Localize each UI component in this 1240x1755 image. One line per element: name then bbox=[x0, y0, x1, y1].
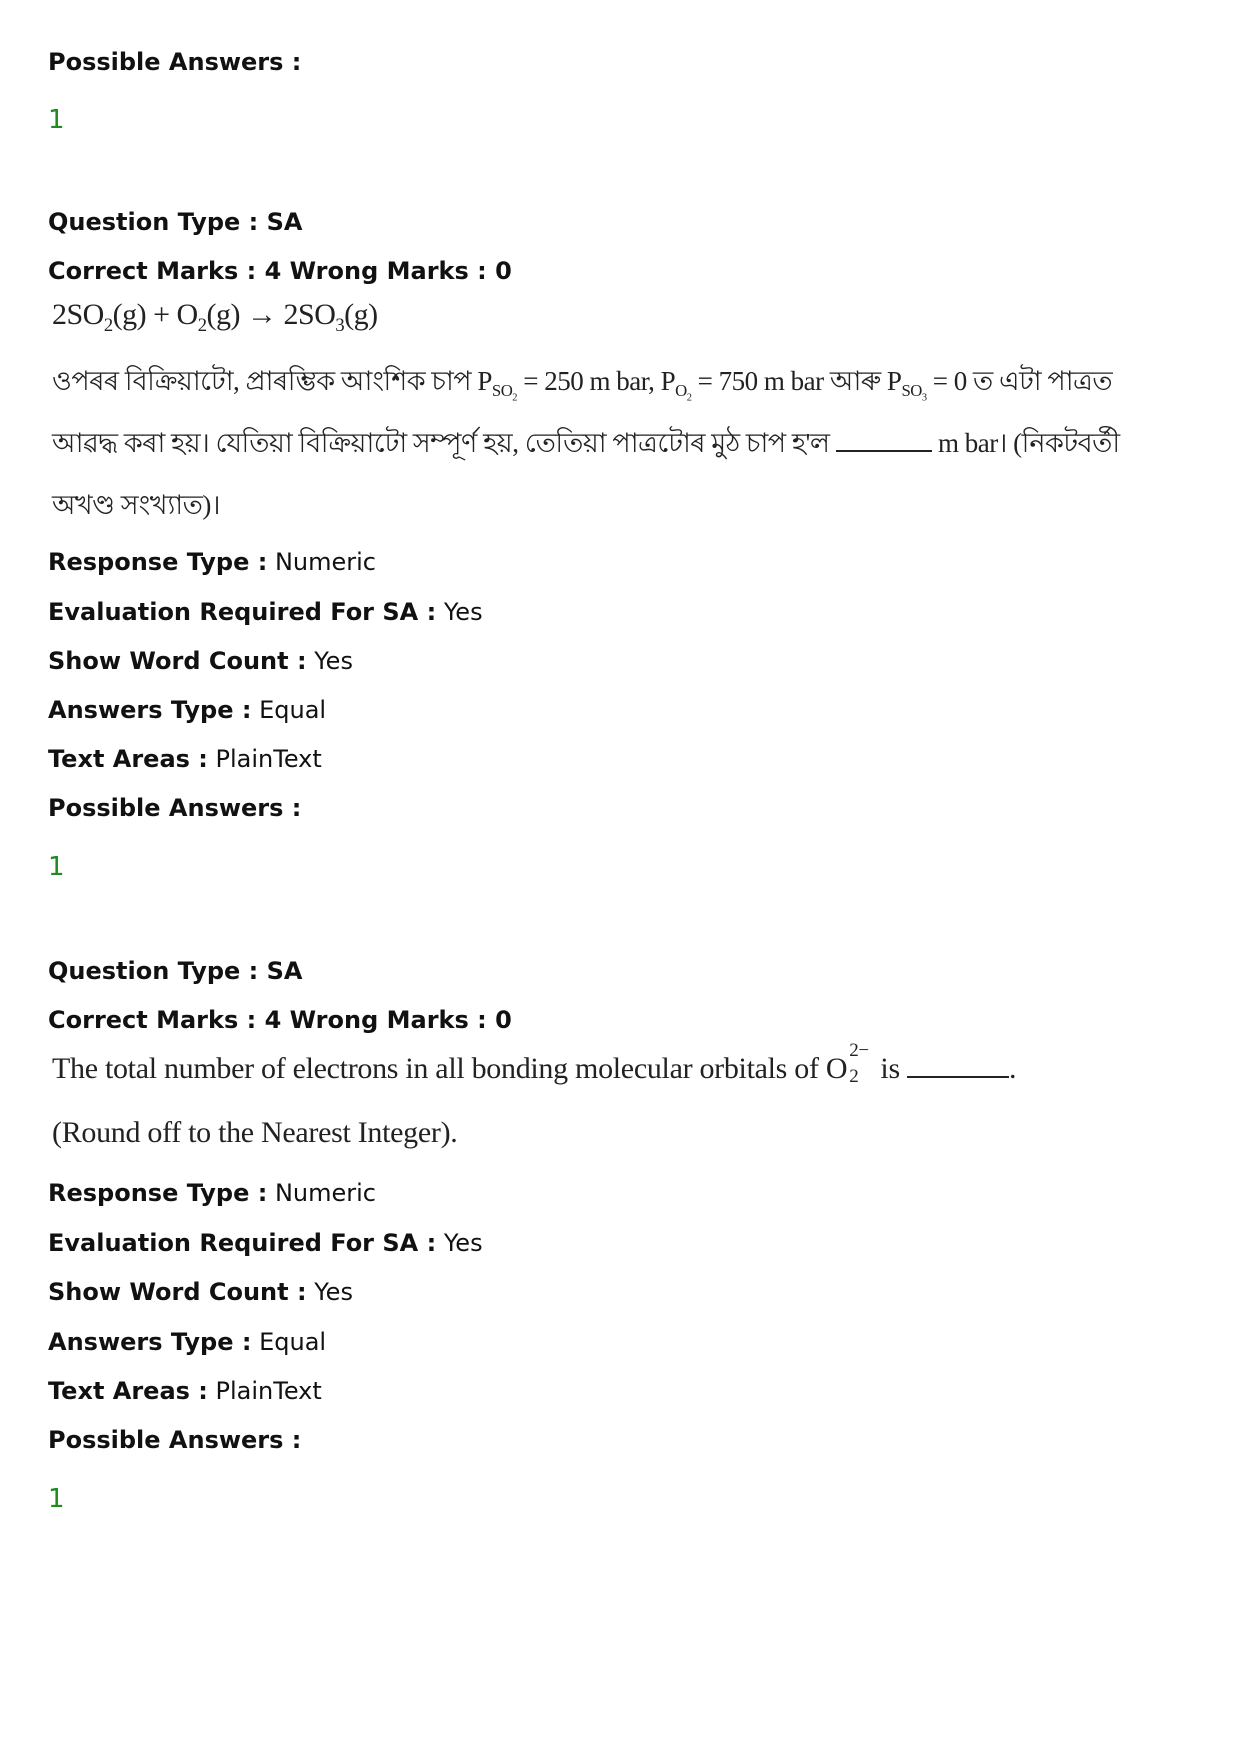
possible-answers-label: Possible Answers : bbox=[48, 48, 302, 76]
question-type: Question Type : SA bbox=[48, 957, 303, 985]
possible-answers-label: Possible Answers : bbox=[48, 794, 302, 822]
possible-answer-value: 1 bbox=[48, 852, 65, 882]
response-type: Response Type : Numeric bbox=[48, 548, 376, 576]
evaluation-required: Evaluation Required For SA : Yes bbox=[48, 598, 483, 626]
question-text-line-1: The total number of electrons in all bonding molecular orbitals of O 2− 2 is . bbox=[52, 1040, 1017, 1087]
possible-answer-value: 1 bbox=[48, 105, 65, 135]
response-type: Response Type : Numeric bbox=[48, 1179, 376, 1207]
question-text-line-3: অখণ্ড সংখ্যাত)। bbox=[52, 490, 221, 520]
answers-type: Answers Type : Equal bbox=[48, 1328, 327, 1356]
text-areas: Text Areas : PlainText bbox=[48, 1377, 322, 1405]
possible-answer-value: 1 bbox=[48, 1484, 65, 1514]
evaluation-required: Evaluation Required For SA : Yes bbox=[48, 1229, 483, 1257]
question-equation: $2SO_2(g) + O_2(g) \to 2SO_3(g)$ bbox=[52, 298, 378, 336]
text-areas: Text Areas : PlainText bbox=[48, 745, 322, 773]
marks-line: Correct Marks : 4 Wrong Marks : 0 bbox=[48, 1006, 512, 1034]
show-word-count: Show Word Count : Yes bbox=[48, 1278, 353, 1306]
answer-blank bbox=[907, 1076, 1009, 1078]
show-word-count: Show Word Count : Yes bbox=[48, 647, 353, 675]
marks-line: Correct Marks : 4 Wrong Marks : 0 bbox=[48, 257, 512, 285]
question-text-line-2: (Round off to the Nearest Integer). bbox=[52, 1116, 458, 1149]
answers-type: Answers Type : Equal bbox=[48, 696, 327, 724]
possible-answers-label: Possible Answers : bbox=[48, 1426, 302, 1454]
answer-blank bbox=[836, 450, 932, 452]
question-text-line-1: ওপৰৰ বিক্ৰিয়াটো, প্ৰাৰম্ভিক আংশিক চাপ $P_{SO_2} = 250$ m bar, $P_{O_2} = 750$ m bar আৰু $P_{SO_3} = 0$ ত এটা পাত্ৰত bbox=[52, 366, 1113, 404]
question-text-line-2: আৱদ্ধ কৰা হয়। যেতিয়া বিক্ৰিয়াটো সম্পূৰ্ণ হয়, তেতিয়া পাত্ৰটোৰ মুঠ চাপ হ'ল m bar। (নিকটবৰ্তী bbox=[52, 428, 1120, 458]
question-type: Question Type : SA bbox=[48, 208, 303, 236]
